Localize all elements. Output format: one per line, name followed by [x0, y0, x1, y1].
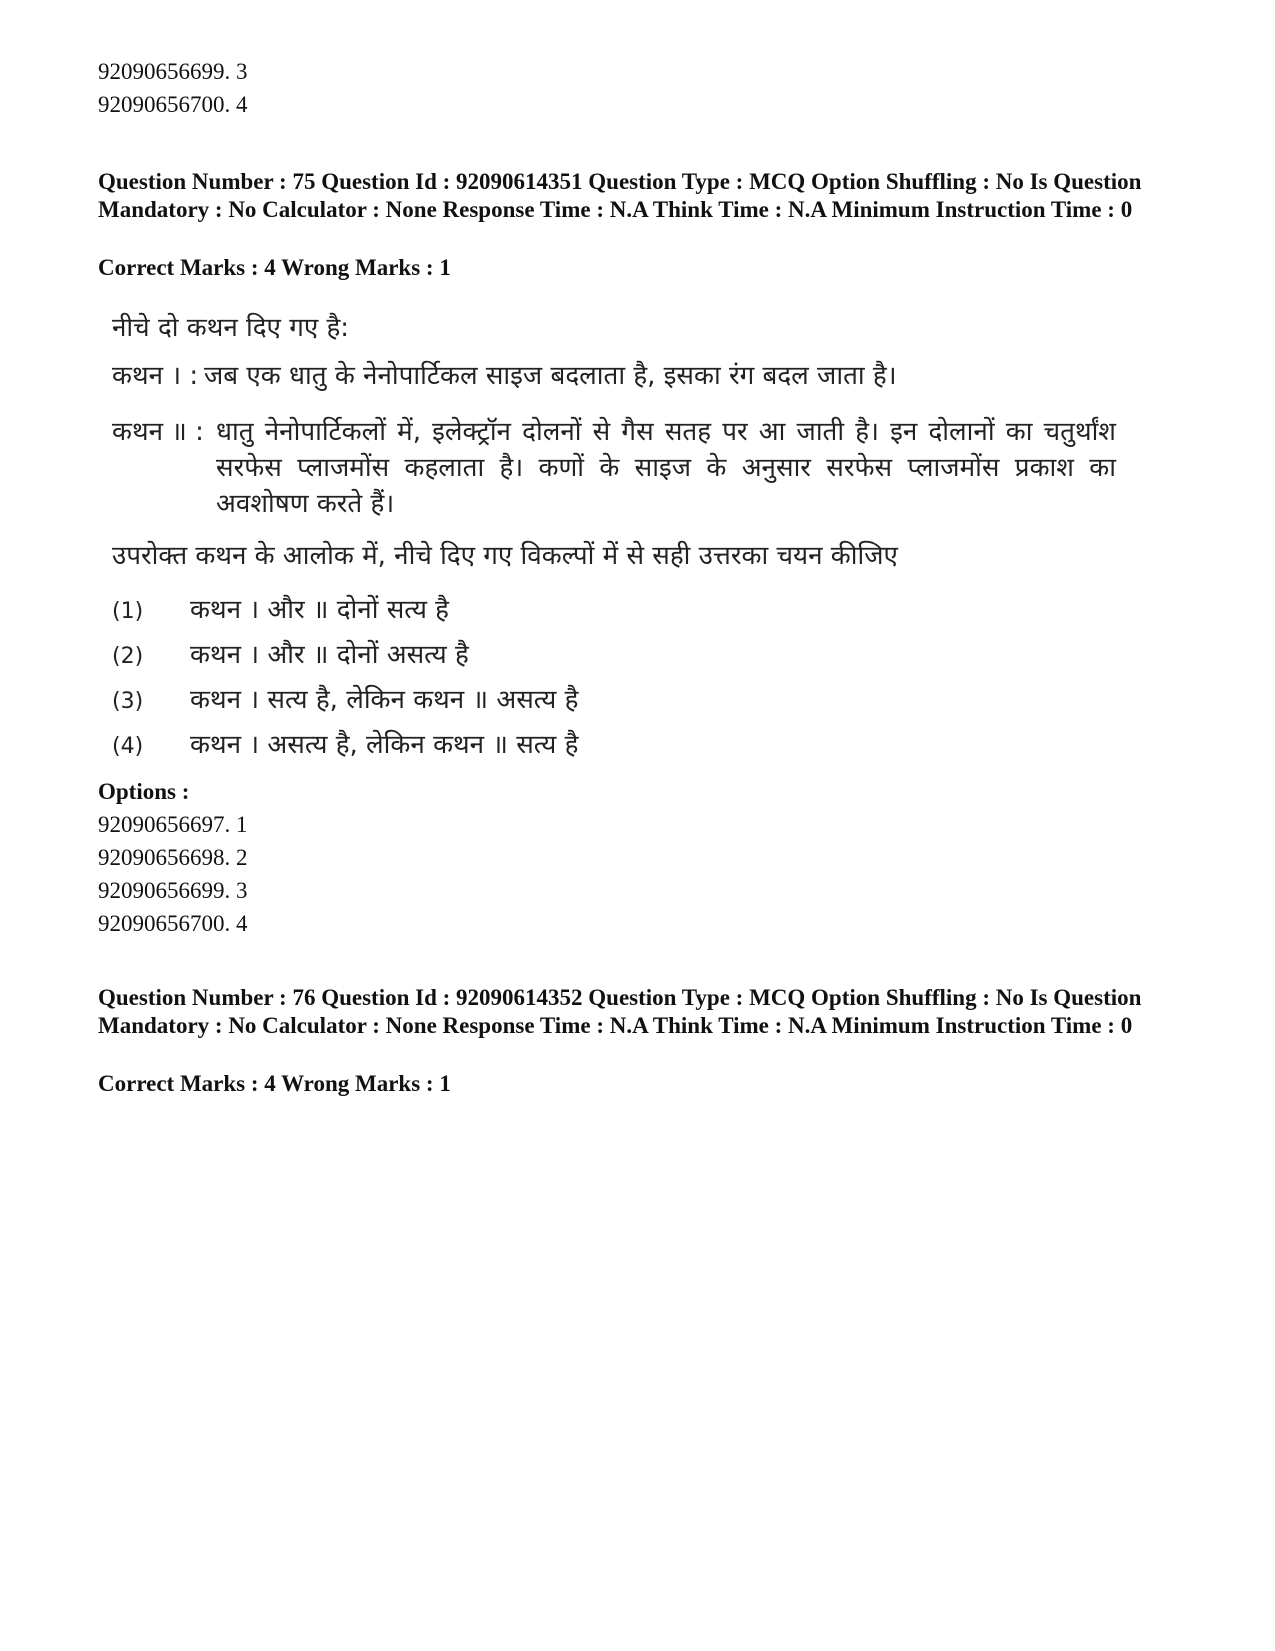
- q75-stmt2-label: कथन ॥ :: [112, 417, 204, 447]
- q75-choice-3-text: कथन । सत्य है, लेकिन कथन ॥ असत्य है: [190, 685, 579, 715]
- q75-marks: Correct Marks : 4 Wrong Marks : 1: [98, 255, 451, 280]
- q75-options-label: Options :: [98, 779, 190, 804]
- q75-option-1: 92090656697. 1: [98, 812, 248, 837]
- q75-choice-2-text: कथन । और ॥ दोनों असत्य है: [190, 640, 469, 670]
- q75-intro: नीचे दो कथन दिए गए है:: [112, 313, 350, 343]
- q75-choice-2-num: (2): [112, 644, 144, 669]
- q75-stmt1-text: जब एक धातु के नेनोपार्टिकल साइज बदलाता है, इसका रंग बदल जाता है।: [204, 361, 897, 391]
- q75-choice-4-text: कथन । असत्य है, लेकिन कथन ॥ सत्य है: [190, 730, 579, 760]
- q75-option-2: 92090656698. 2: [98, 845, 248, 870]
- q75-prompt: उपरोक्त कथन के आलोक में, नीचे दिए गए विकल्पों में से सही उत्तरका चयन कीजिए: [112, 541, 898, 571]
- q75-choice-3-num: (3): [112, 689, 144, 714]
- q75-stmt1-label: कथन । :: [112, 361, 199, 391]
- q75-option-3: 92090656699. 3: [98, 878, 248, 903]
- q75-choice-1-num: (1): [112, 599, 144, 624]
- q75-question-image: [98, 310, 1128, 805]
- q76-meta: Question Number : 76 Question Id : 92090614352 Question Type : MCQ Option Shuffling : No Is Question Mandatory : No Calculator : None Response Time : N.A Think Time : N.A Minimum Instruction Time : 0: [98, 985, 1142, 1038]
- q75-meta: Question Number : 75 Question Id : 92090614351 Question Type : MCQ Option Shuffling : No Is Question Mandatory : No Calculator : None Response Time : N.A Think Time : N.A Minimum Instruction Time : 0: [98, 169, 1142, 222]
- q75-option-4: 92090656700. 4: [98, 911, 248, 936]
- prev-option-3: 92090656699. 3: [98, 59, 248, 84]
- q75-choice-4-num: (4): [112, 734, 144, 759]
- q76-marks: Correct Marks : 4 Wrong Marks : 1: [98, 1071, 451, 1096]
- q75-stmt2-text: धातु नेनोपार्टिकलों में, इलेक्ट्रॉन दोलनों से गैस सतह पर आ जाती है। इन दोलानों का चतुर्थांश सरफेस प्लाजमोंस कहलाता है। कणों के साइज के अनुसार सरफेस प्लाजमोंस प्रकाश का अवशोषण करते हैं।: [216, 417, 1116, 519]
- q75-choice-1-text: कथन । और ॥ दोनों सत्य है: [190, 595, 449, 625]
- prev-option-4: 92090656700. 4: [98, 92, 248, 117]
